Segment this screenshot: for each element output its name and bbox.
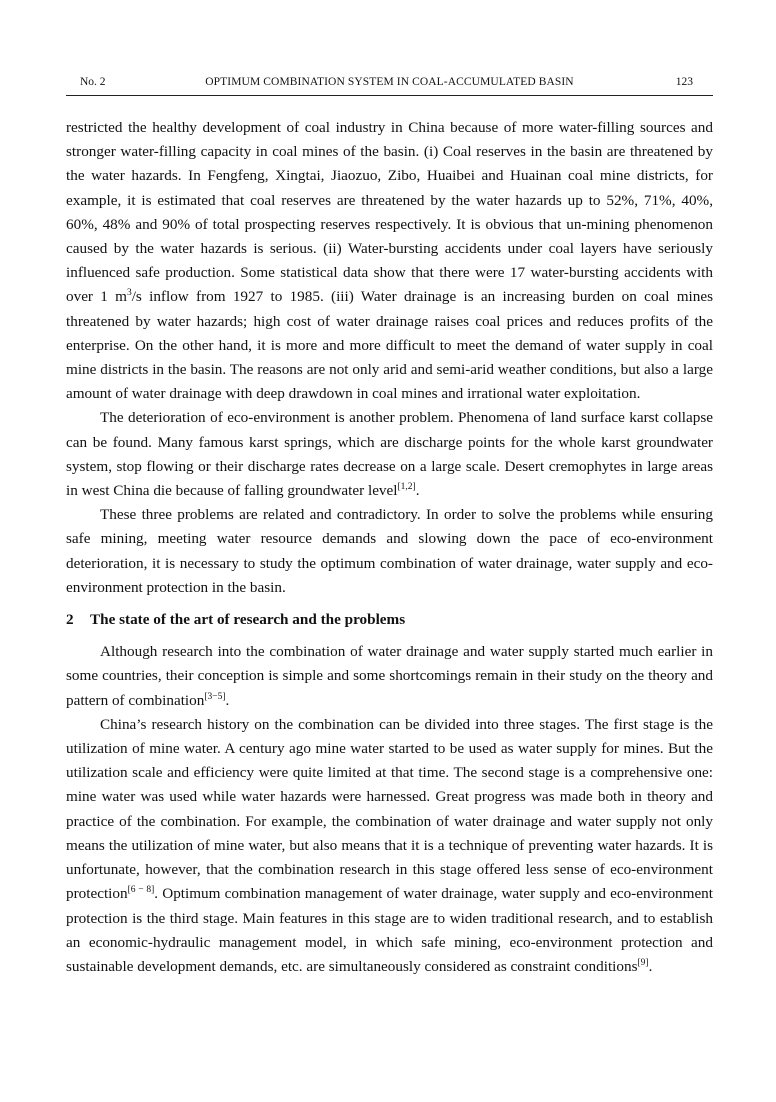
paragraph-text: The deterioration of eco-environment is another problem. Phenomena of land surface karst collapse can be found. Many famous karst springs, which are discharge points for the whole karst groundwater system, stop flowing or their discharge rates decrease on a large scale. Desert cremophytes in large areas in west China die because of falling groundwater level (66, 409, 713, 500)
running-header (66, 76, 713, 94)
paragraph-4 (66, 640, 713, 713)
citation-ref: [3−5] (204, 691, 226, 702)
citation-ref: [9] (637, 957, 649, 968)
section-title: The state of the art of research and the problems (90, 611, 406, 629)
running-title: OPTIMUM COMBINATION SYSTEM IN COAL-ACCUMULATED BASIN (205, 76, 574, 88)
paragraph-text: China’s research history on the combination can be divided into three stages. The first stage is the utilization of mine water. A century ago mine water started to be used as water supply for mines. But the utilization scale and efficiency were quite limited at that time. The second stage is a comprehensive one: mine water was used while water hazards were harnessed. Great progress was made both in theory and practice of the combination. For example, the combination of water drainage and water supply not only means the utilization of mine water, but also means that it is a technique of preventing water hazards. It is unfortunate, however, that the combination research in this stage offered less sense of eco-environment protection (66, 715, 713, 903)
paragraph-text: . (415, 482, 420, 500)
paragraph-text: Although research into the combination of water drainage and water supply started much earlier in some countries, their conception is simple and some shortcomings remain in their study on the theory and pattern of combination (66, 643, 713, 709)
issue-number: No. 2 (80, 76, 106, 88)
paragraph-text: . Optimum combination management of water drainage, water supply and eco-environment protection is the third stage. Main features in this stage are to widen traditional research, and to establish an economic-hydraulic management model, in which safe mining, eco-environment protection and sustainable development demands, etc. are simultaneously considered as constraint conditions (66, 885, 714, 975)
paragraph-text: restricted the healthy development of coal industry in China because of more water-filling sources and stronger water-filling capacity in coal mines of the basin. (i) Coal reserves in the basin are threatened by the water hazards. In Fengfeng, Xingtai, Jiaozuo, Zibo, Huaibei and Huainan coal mine districts, for example, it is estimated that coal reserves are threatened by the water hazards up to 52%, 71%, 40%, 60%, 48% and 90% of total prospecting reserves respectively. It is obvious that un-mining phenomenon caused by the water hazards is serious. (ii) Water-bursting accidents under coal layers have seriously influenced safe production. Some statistical data show that there were 17 water-bursting accidents with over 1 m (66, 119, 713, 306)
paragraph-1 (66, 116, 713, 406)
paragraph-text: These three problems are related and contradictory. In order to solve the problems while ensuring safe mining, meeting water resource demands and slowing down the pace of eco-environment deterioration, it is necessary to study the optimum combination of water drainage, water supply and eco-environment protection in the basin. (66, 506, 713, 596)
paragraph-text: /s inflow from 1927 to 1985. (iii) Water drainage is an increasing burden on coal mines threatened by water hazards; high cost of water drainage raises coal prices and reduces profits of the enterprise. On the other hand, it is more and more difficult to meet the demand of water supply in coal mine districts in the basin. The reasons are not only arid and semi-arid weather conditions, but also a large amount of water drainage with deep drawdown in coal mines and irrational water exploitation. (66, 288, 713, 403)
paragraph-text: . (648, 957, 653, 975)
article-body (66, 116, 713, 979)
section-number: 2 (66, 611, 74, 629)
citation-ref: [6 − 8] (127, 885, 155, 896)
paragraph-5 (66, 713, 713, 979)
page-number: 123 (675, 76, 693, 88)
section-heading (66, 608, 713, 632)
paragraph-2 (66, 406, 713, 503)
paragraph-3 (66, 503, 713, 600)
citation-ref: [1,2] (397, 482, 416, 493)
superscript: 3 (126, 288, 132, 299)
header-rule (66, 95, 713, 96)
paragraph-text: . (225, 691, 230, 709)
